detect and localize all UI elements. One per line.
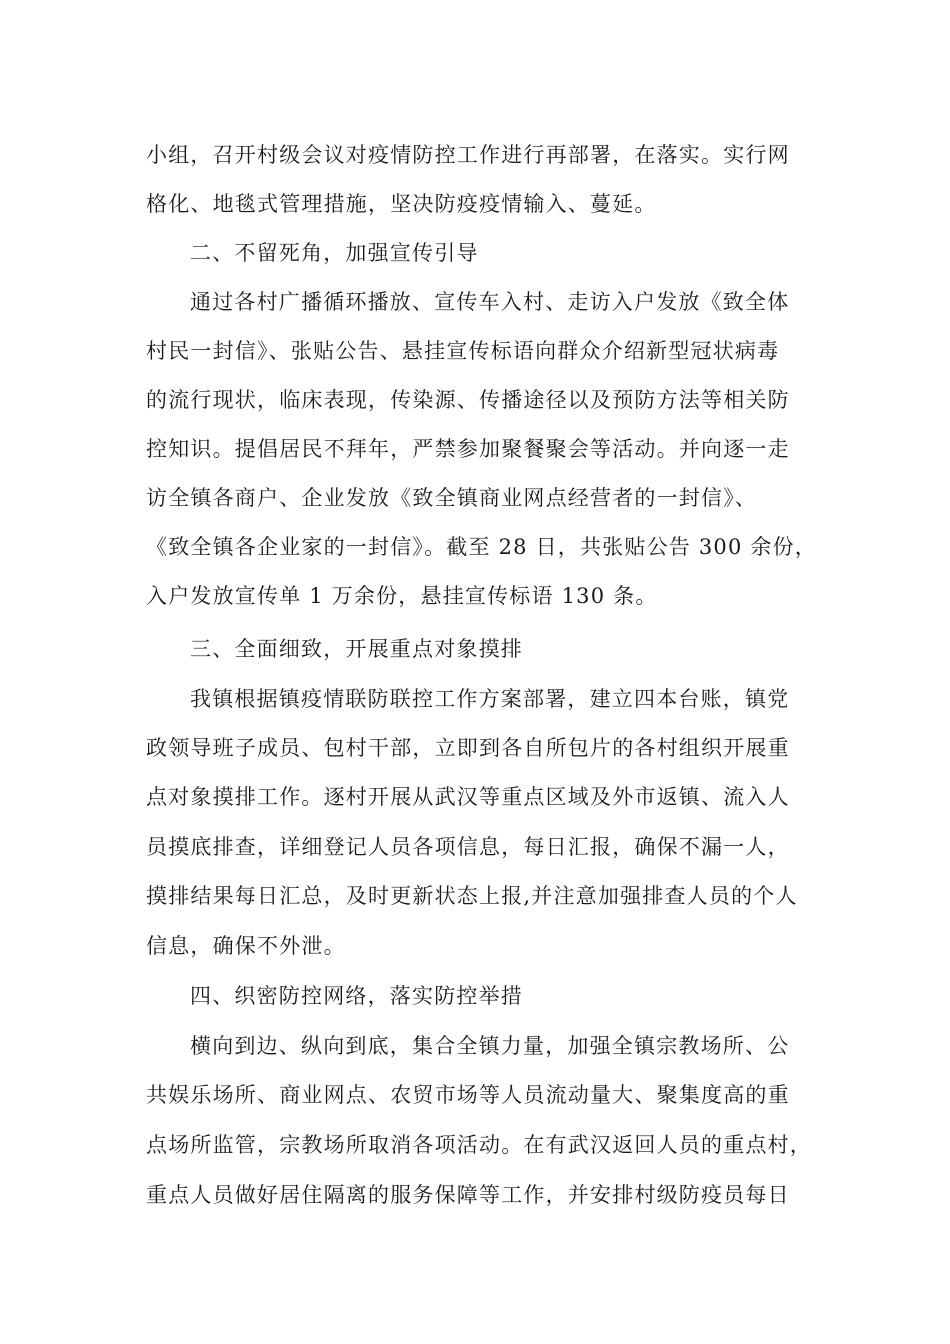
body-text-line: 的流行现状，临床表现，传染源、传播途径以及预防方法等相关防 xyxy=(146,388,790,412)
section-heading: 二、不留死角，加强宣传引导 xyxy=(190,241,479,265)
body-text-line: 摸排结果每日汇总，及时更新状态上报,并注意加强排查人员的个人 xyxy=(146,884,798,908)
body-text-line: 点场所监管，宗教场所取消各项活动。在有武汉返回人员的重点村， xyxy=(146,1133,812,1157)
section-heading: 四、织密防控网络，落实防控举措 xyxy=(190,984,523,1008)
body-text-line: 《致全镇各企业家的一封信》。截至 28 日，共张贴公告 300 余份， xyxy=(146,535,818,559)
body-text-line: 访全镇各商户、企业发放《致全镇商业网点经营者的一封信》、 xyxy=(146,486,758,510)
body-text-line: 重点人员做好居住隔离的服务保障等工作，并安排村级防疫员每日 xyxy=(146,1183,790,1207)
body-text-line: 政领导班子成员、包村干部，立即到各自所包片的各村组织开展重 xyxy=(146,736,790,760)
body-text-line: 控知识。提倡居民不拜年，严禁参加聚餐聚会等活动。并向逐一走 xyxy=(146,437,790,461)
section-heading: 三、全面细致，开展重点对象摸排 xyxy=(190,637,523,661)
body-text-line: 格化、地毯式管理措施，坚决防疫疫情输入、蔓延。 xyxy=(146,192,657,216)
body-text-line: 村民一封信》、张贴公告、悬挂宣传标语向群众介绍新型冠状病毒 xyxy=(146,339,780,363)
paragraph-first-line: 通过各村广播循环播放、宣传车入村、走访入户发放《致全体 xyxy=(190,290,790,314)
body-text-line: 共娱乐场所、商业网点、农贸市场等人员流动量大、聚集度高的重 xyxy=(146,1083,790,1107)
body-text-line: 点对象摸排工作。逐村开展从武汉等重点区域及外市返镇、流入人 xyxy=(146,785,790,809)
body-text-line: 信息，确保不外泄。 xyxy=(146,934,346,958)
body-text-line: 小组，召开村级会议对疫情防控工作进行再部署，在落实。实行网 xyxy=(146,143,790,167)
paragraph-first-line: 我镇根据镇疫情联防联控工作方案部署，建立四本台账，镇党 xyxy=(190,687,790,711)
body-text-line: 入户发放宣传单 1 万余份，悬挂宣传标语 130 条。 xyxy=(146,584,658,608)
body-text-line: 员摸底排查，详细登记人员各项信息，每日汇报，确保不漏一人， xyxy=(146,835,790,859)
paragraph-first-line: 横向到边、纵向到底，集合全镇力量，加强全镇宗教场所、公 xyxy=(190,1034,790,1058)
